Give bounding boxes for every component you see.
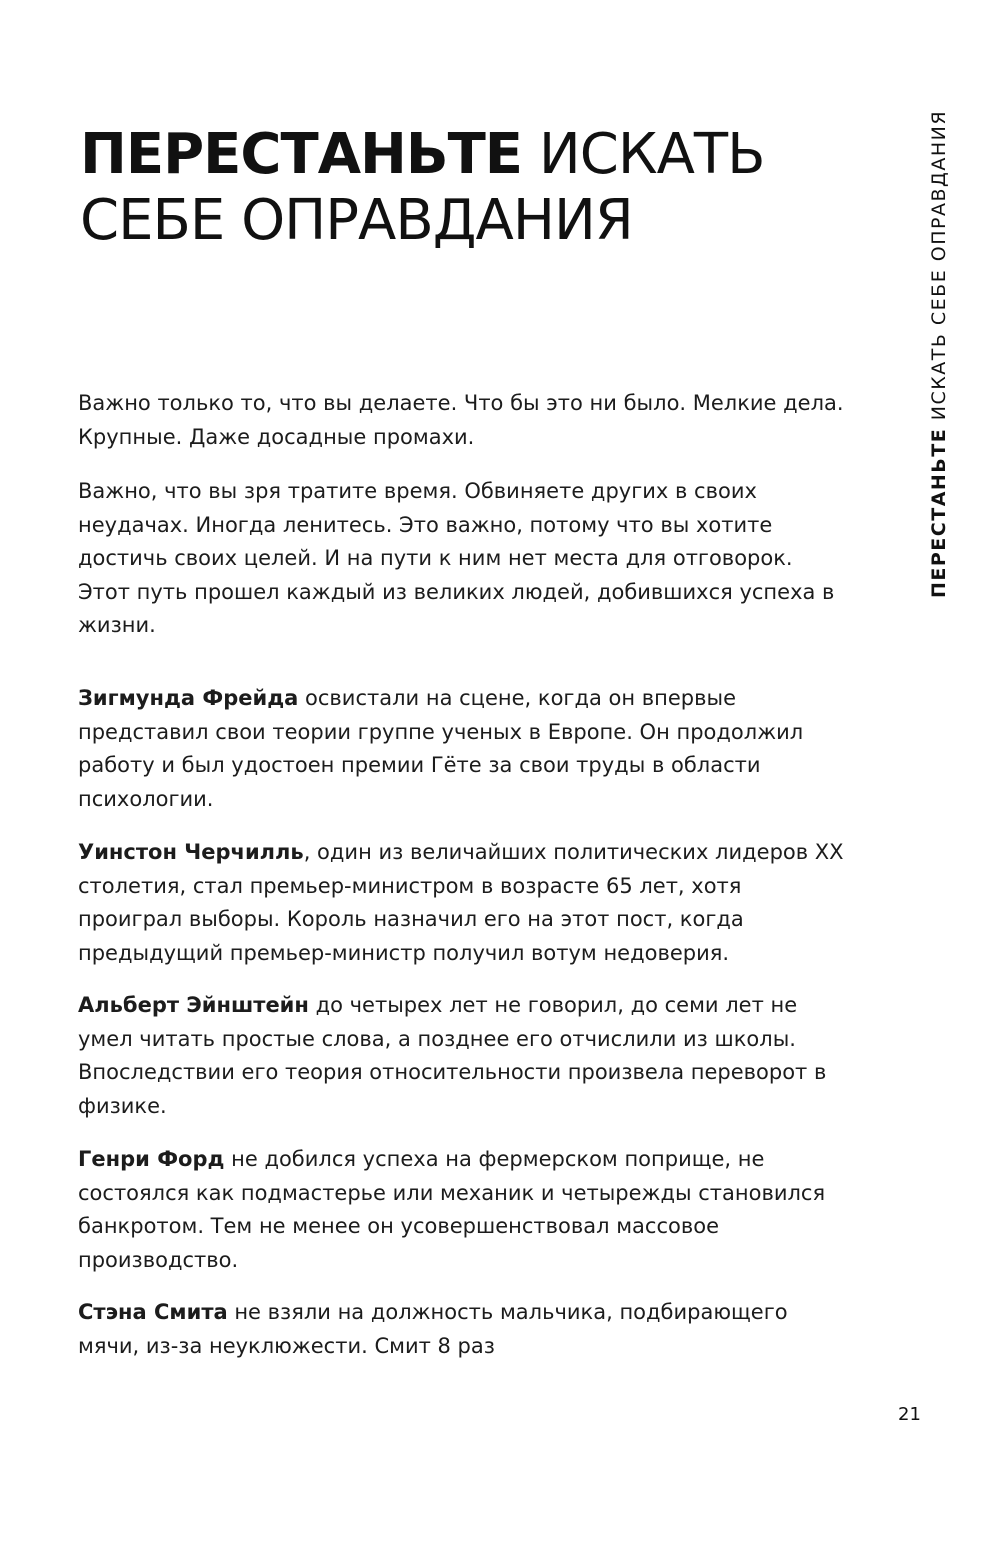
chapter-title-part1: ИСКАТЬ xyxy=(538,122,765,187)
paragraph-lead: Генри Форд xyxy=(78,1147,225,1171)
churchill-paragraph xyxy=(78,836,848,970)
chapter-title-part2: СЕБЕ ОПРАВДАНИЯ xyxy=(80,188,633,253)
paragraph-lead: Стэна Смита xyxy=(78,1300,228,1324)
intro-paragraph-2 xyxy=(78,475,848,643)
chapter-title-bold: ПЕРЕСТАНЬТЕ xyxy=(80,122,523,187)
chapter-title xyxy=(80,122,860,254)
running-head xyxy=(928,109,950,598)
paragraph-text: не взяли на должность мальчика, подбирающего мячи, из-за неуклюжести. Смит 8 раз xyxy=(78,1300,788,1358)
intro-paragraph-1 xyxy=(78,387,848,454)
running-head-bold: ПЕРЕСТАНЬТЕ xyxy=(928,427,950,598)
paragraph-text: освистали на сцене, когда он впервые представил свои теории группе ученых в Европе. Он продолжил работу и был удостоен премии Гёте за свои труды в области психологии. xyxy=(78,686,804,811)
paragraph-text: до четырех лет не говорил, до семи лет не умел читать простые слова, а позднее его отчислили из школы. Впоследствии его теория относительности произвела переворот в физике. xyxy=(78,993,827,1118)
paragraph-lead: Альберт Эйнштейн xyxy=(78,993,309,1017)
freud-paragraph xyxy=(78,682,848,816)
smith-paragraph xyxy=(78,1296,848,1363)
running-head-rest: ИСКАТЬ СЕБЕ ОПРАВДАНИЯ xyxy=(928,109,950,421)
ford-paragraph xyxy=(78,1143,848,1277)
paragraph-lead: Уинстон Черчилль xyxy=(78,840,304,864)
paragraph-text: не добился успеха на фермерском поприще, не состоялся как подмастерье или механик и четырежды становился банкротом. Тем не менее он усовершенствовал массовое производство. xyxy=(78,1147,826,1272)
paragraph-lead: Зигмунда Фрейда xyxy=(78,686,299,710)
paragraph-text: , один из величайших политических лидеров XX столетия, стал премьер-министром в возрасте 65 лет, хотя проиграл выборы. Король назначил его на этот пост, когда предыдущий премьер-министр получил вотум недоверия. xyxy=(78,840,844,965)
einstein-paragraph xyxy=(78,989,848,1123)
paragraph-text: Важно, что вы зря тратите время. Обвиняете других в своих неудачах. Иногда ленитесь. Это важно, потому что вы хотите достичь своих целей. И на пути к ним нет места для отговорок. Этот путь прошел каждый из великих людей, добившихся успеха в жизни. xyxy=(78,479,835,637)
paragraph-text: Важно только то, что вы делаете. Что бы это ни было. Мелкие дела. Крупные. Даже досадные промахи. xyxy=(78,391,844,449)
page-number: 21 xyxy=(898,1404,921,1425)
